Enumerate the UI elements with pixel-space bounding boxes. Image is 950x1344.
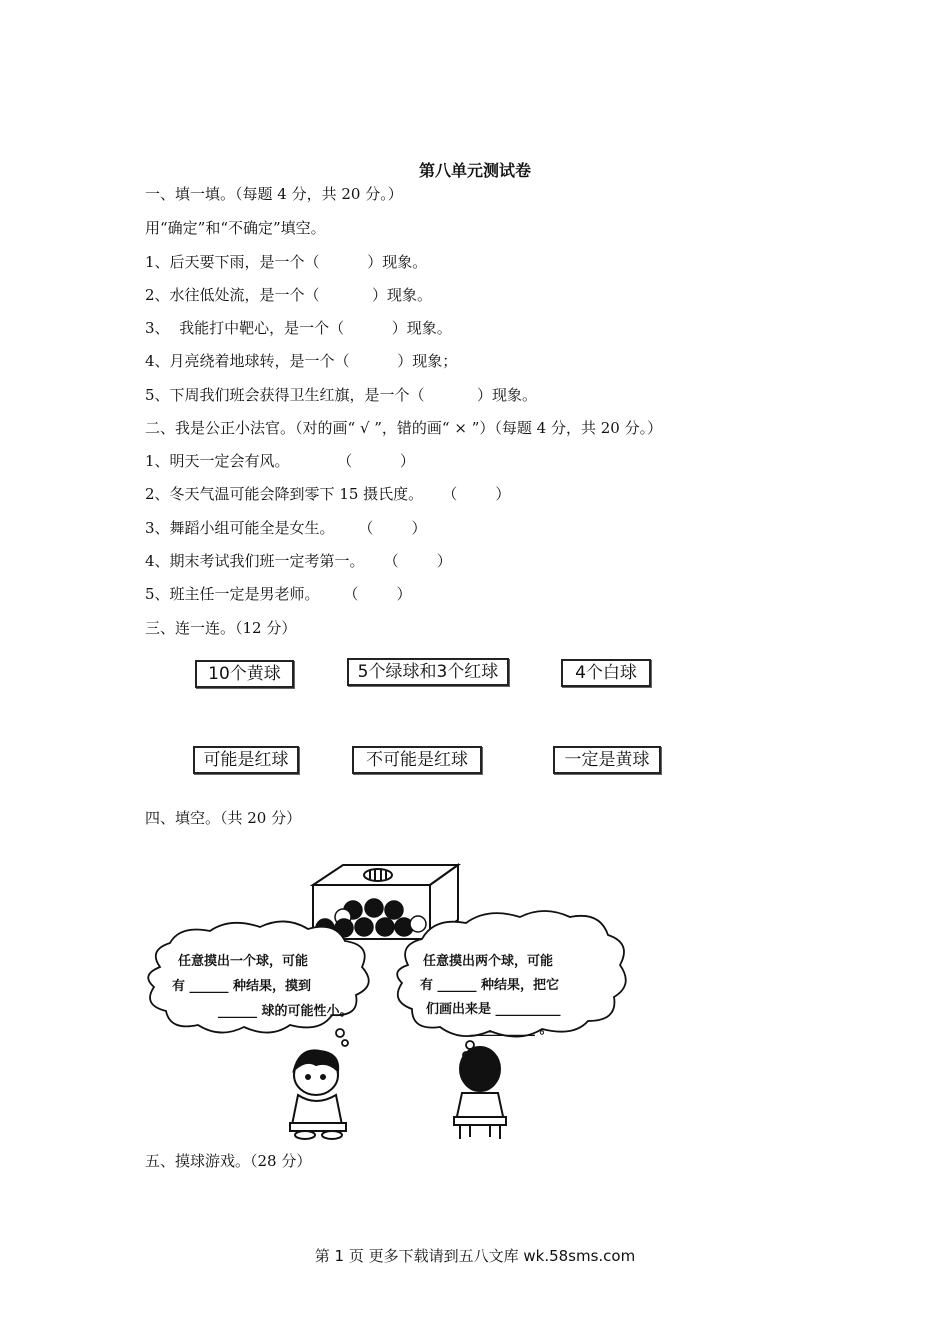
section1-item: 2、水往低处流，是一个（ ）现象。 xyxy=(145,286,432,304)
bubble-right-line: 们画出来是 __________ xyxy=(426,1002,561,1017)
section4-heading: 四、填空。（共 20 分） xyxy=(145,809,302,827)
match-box-bottom[interactable]: 一定是黄球 xyxy=(553,746,661,774)
child-left-icon xyxy=(290,1050,346,1139)
match-box-bottom[interactable]: 可能是红球 xyxy=(193,746,299,774)
section1-instruction: 用“确定”和“不确定”填空。 xyxy=(145,219,326,237)
match-box-top[interactable]: 4个白球 xyxy=(561,659,651,687)
section2-item: 3、舞蹈小组可能全是女生。 （ ） xyxy=(145,519,427,537)
match-box-top[interactable]: 10个黄球 xyxy=(195,660,294,688)
bubble-left-line: ______ 球的可能性小。 xyxy=(218,1004,353,1019)
section2-item: 1、明天一定会有风。 （ ） xyxy=(145,452,415,470)
section2-item: 4、期末考试我们班一定考第一。 （ ） xyxy=(145,552,452,570)
child-right-icon xyxy=(454,1047,506,1139)
section3-heading: 三、连一连。（12 分） xyxy=(145,619,297,637)
bubble-right-line: 任意摸出两个球，可能 xyxy=(423,954,554,969)
bubble-left-line: 有 ______ 种结果，摸到 xyxy=(172,979,312,994)
page-footer: 第 1 页 更多下载请到五八文库 wk.58sms.com xyxy=(314,1247,636,1265)
section5-heading: 五、摸球游戏。（28 分） xyxy=(145,1152,312,1170)
section1-item: 1、后天要下雨，是一个（ ）现象。 xyxy=(145,253,428,271)
section1-item: 3、 我能打中靶心，是一个（ ）现象。 xyxy=(145,319,452,337)
match-box-top[interactable]: 5个绿球和3个红球 xyxy=(347,658,509,686)
section2-heading: 二、我是公正小法官。（对的画“ √ ”，错的画“ × ”）（每题 4 分，共 20 分。） xyxy=(145,419,663,437)
ball-box-illustration xyxy=(140,855,630,1145)
bubble-left-line: 任意摸出一个球，可能 xyxy=(178,954,309,969)
section2-item: 2、冬天气温可能会降到零下 15 摄氏度。 （ ） xyxy=(145,485,511,503)
match-box-bottom[interactable]: 不可能是红球 xyxy=(352,746,482,774)
section2-item: 5、班主任一定是男老师。 （ ） xyxy=(145,585,412,603)
section1-heading: 一、填一填。（每题 4 分，共 20 分。） xyxy=(145,185,403,203)
section1-item: 4、月亮绕着地球转，是一个（ ）现象； xyxy=(145,352,458,370)
bubble-right-line: __________ 。 xyxy=(470,1022,553,1037)
page-title: 第八单元测试卷 xyxy=(418,161,531,180)
section1-item: 5、下周我们班会获得卫生红旗，是一个（ ）现象。 xyxy=(145,386,537,404)
bubble-right-line: 有 ______ 种结果，把它 xyxy=(420,978,560,993)
